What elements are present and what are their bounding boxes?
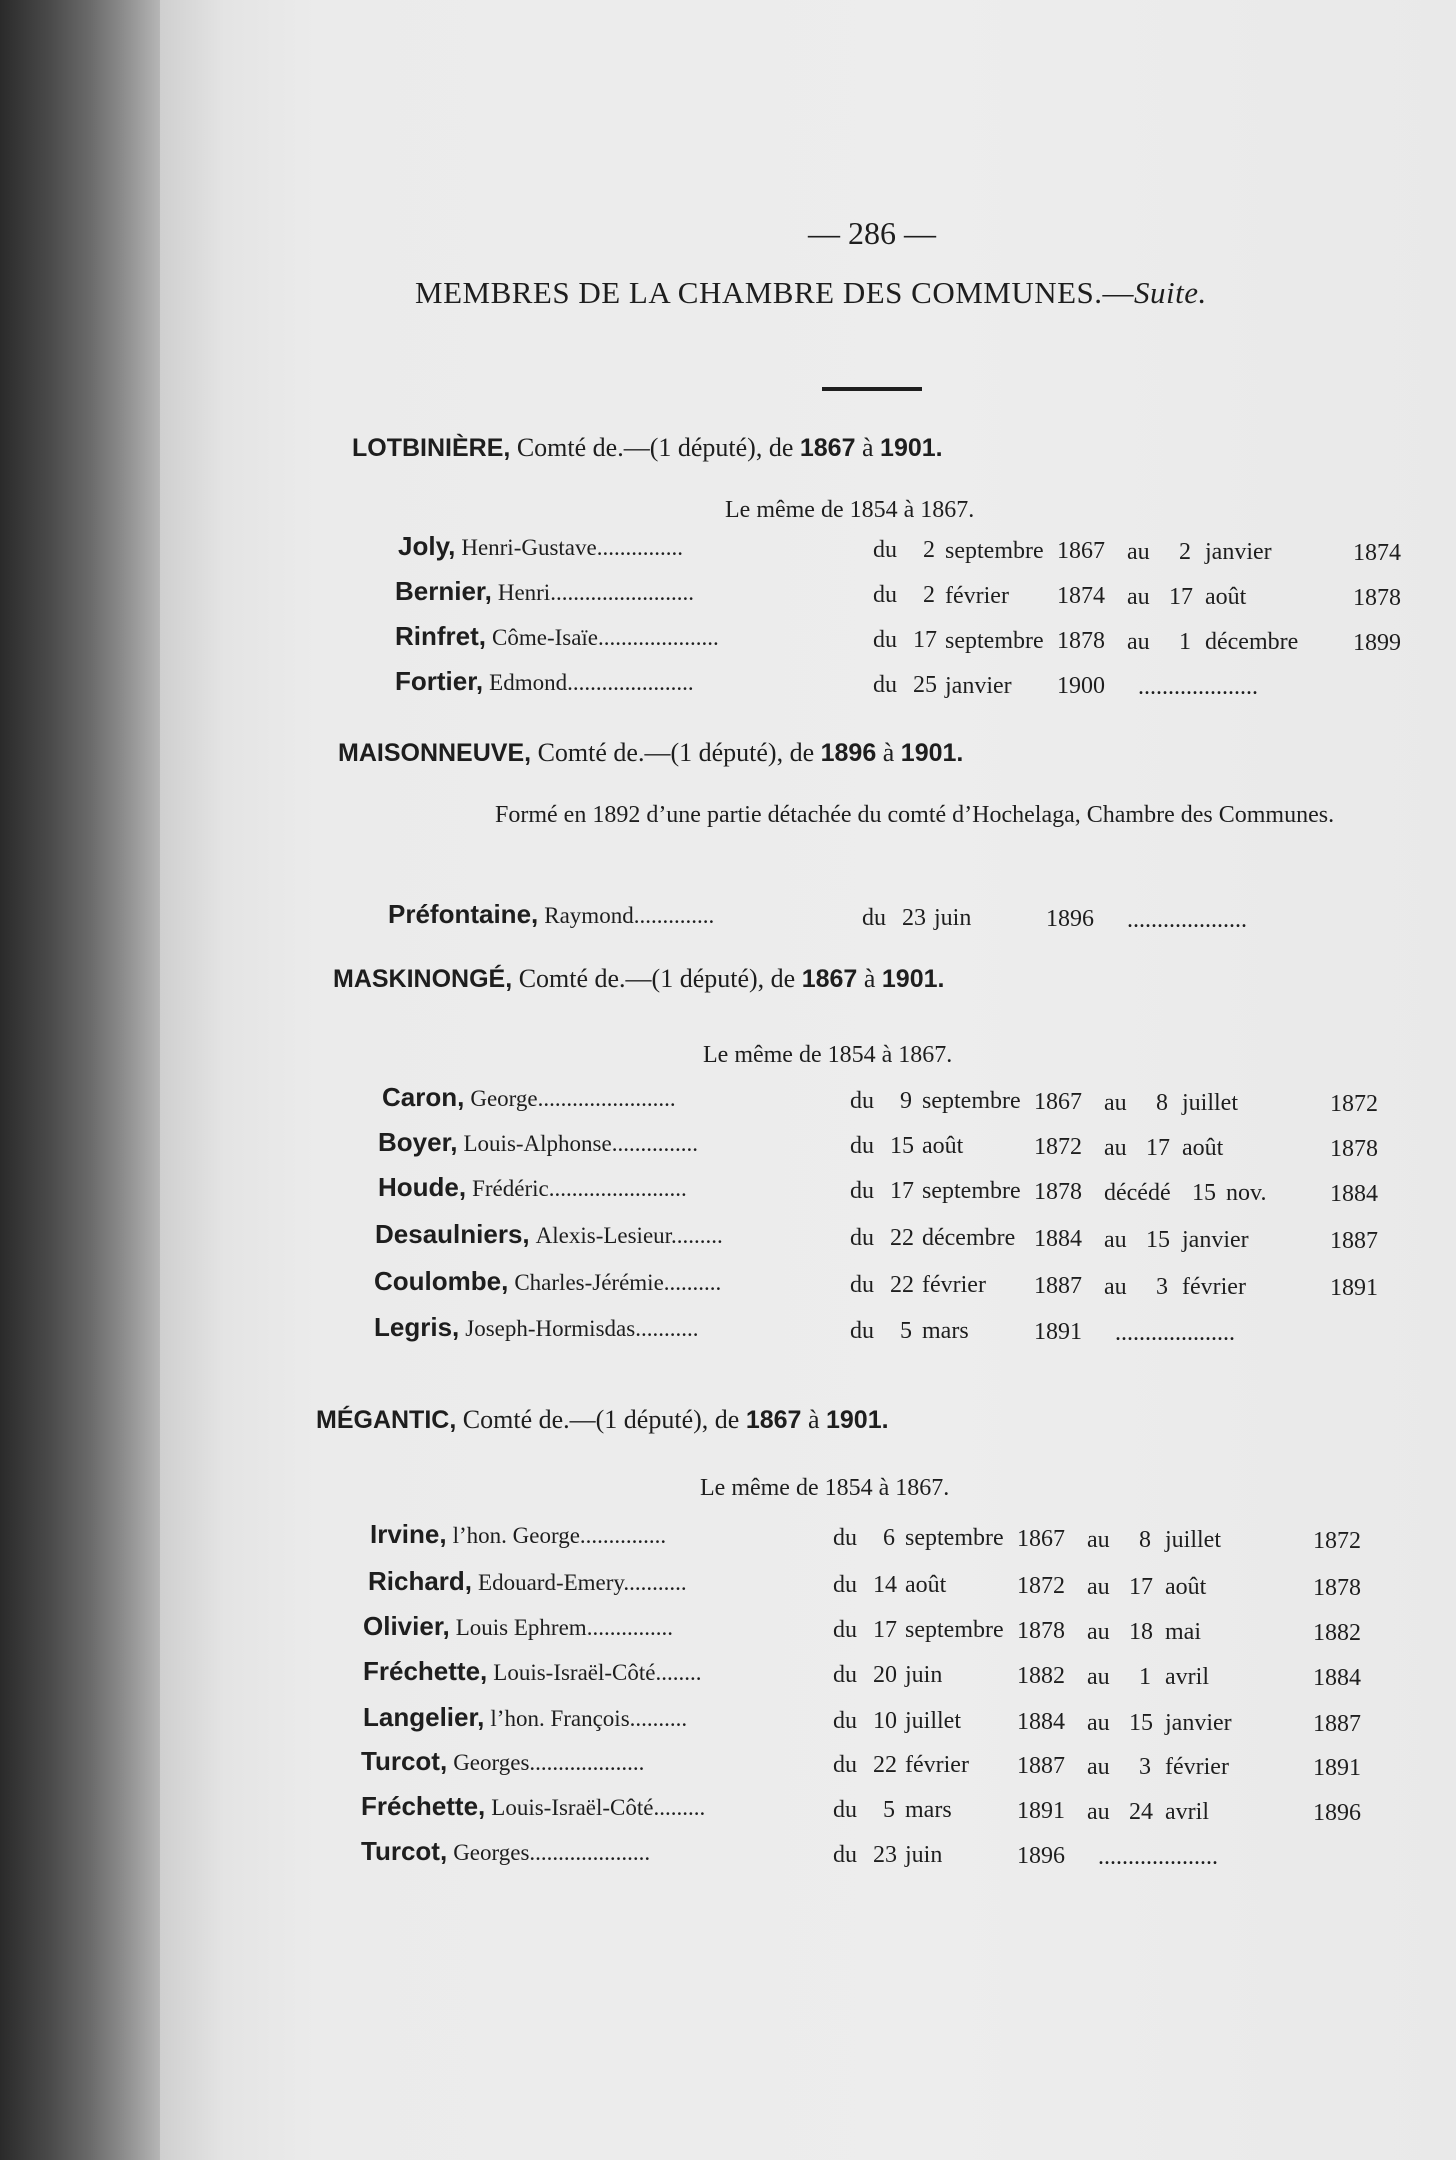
member-name — [395, 576, 694, 607]
county-to-year: 1901. — [825, 1406, 889, 1434]
member-surname: Préfontaine, — [388, 899, 539, 929]
start-year: 1878 — [1034, 1179, 1082, 1206]
term-end-word: au — [1087, 1618, 1110, 1645]
term-end-word: au — [1127, 538, 1150, 565]
start-month: septembre — [922, 1178, 1021, 1205]
member-name — [398, 531, 683, 562]
start-day: 25 — [913, 672, 937, 699]
start-month: janvier — [945, 672, 1012, 699]
member-given-name: Joseph-Hormisdas — [465, 1316, 636, 1341]
end-month: janvier — [1205, 539, 1272, 566]
trailing-leader: .................... — [1098, 1843, 1218, 1870]
dot-leader: .................... — [529, 1750, 645, 1775]
county-subnote: Le même de 1854 à 1867. — [725, 497, 975, 523]
member-surname: Coulombe, — [374, 1266, 509, 1296]
dot-leader: .......... — [663, 1270, 722, 1295]
end-year: 1891 — [1330, 1275, 1378, 1302]
end-month: mai — [1165, 1619, 1201, 1646]
start-year: 1887 — [1017, 1753, 1065, 1780]
start-day: 23 — [902, 905, 926, 932]
end-day: 2 — [1179, 539, 1191, 566]
end-year: 1884 — [1330, 1181, 1378, 1208]
start-year: 1891 — [1017, 1798, 1065, 1825]
county-from-year: 1867 — [745, 1406, 802, 1434]
member-surname: Houde, — [378, 1172, 467, 1202]
start-day: 17 — [890, 1178, 914, 1205]
member-given-name: Georges — [453, 1840, 530, 1865]
member-given-name: Edouard-Emery — [478, 1570, 624, 1595]
dot-leader: ........................ — [537, 1086, 676, 1111]
county-name: MAISONNEUVE, — [338, 739, 532, 767]
term-du: du — [873, 537, 897, 563]
start-year: 1874 — [1057, 583, 1105, 610]
end-year: 1874 — [1353, 540, 1401, 567]
start-day: 22 — [890, 1225, 914, 1252]
end-month: août — [1205, 584, 1247, 611]
end-day: 8 — [1139, 1527, 1151, 1554]
member-name — [374, 1312, 698, 1343]
county-header — [316, 1405, 889, 1435]
start-day: 23 — [873, 1842, 897, 1869]
member-surname: Richard, — [368, 1566, 473, 1596]
term-du: du — [833, 1617, 857, 1643]
end-day: 15 — [1129, 1709, 1153, 1736]
start-month: mars — [922, 1318, 969, 1345]
end-day: 15 — [1146, 1226, 1170, 1253]
member-name — [361, 1746, 644, 1777]
start-year: 1884 — [1017, 1709, 1065, 1736]
term-du: du — [873, 672, 897, 698]
member-given-name: Edmond — [489, 670, 568, 695]
start-month: août — [905, 1572, 947, 1599]
start-day: 15 — [890, 1133, 914, 1160]
member-name — [378, 1127, 698, 1158]
end-day: 17 — [1169, 584, 1193, 611]
start-month: septembre — [945, 537, 1044, 564]
county-a: à — [863, 964, 876, 993]
term-end-word: au — [1104, 1273, 1127, 1300]
end-day: 3 — [1139, 1754, 1151, 1781]
book-page — [160, 0, 1456, 2160]
end-year: 1887 — [1330, 1228, 1378, 1255]
member-name — [361, 1836, 650, 1867]
end-year: 1896 — [1313, 1800, 1361, 1827]
end-year: 1878 — [1353, 585, 1401, 612]
start-day: 5 — [883, 1797, 895, 1824]
term-du: du — [833, 1572, 857, 1598]
county-desc: Comté de.—(1 député), de — [462, 1405, 740, 1434]
start-day: 22 — [890, 1272, 914, 1299]
start-year: 1878 — [1057, 628, 1105, 655]
end-year: 1899 — [1353, 630, 1401, 657]
start-year: 1882 — [1017, 1663, 1065, 1690]
term-end-word: au — [1104, 1226, 1127, 1253]
county-a: à — [807, 1405, 820, 1434]
dot-leader: ........ — [655, 1660, 702, 1685]
dot-leader: ..................... — [529, 1840, 651, 1865]
start-month: juin — [905, 1842, 943, 1869]
term-end-word: au — [1127, 628, 1150, 655]
county-a: à — [862, 433, 874, 462]
end-month: août — [1182, 1135, 1224, 1162]
member-given-name: Frédéric — [472, 1176, 549, 1201]
member-surname: Boyer, — [378, 1127, 458, 1157]
member-given-name: l’hon. François — [490, 1706, 630, 1731]
member-given-name: Louis-Israël-Côté — [493, 1660, 656, 1685]
end-month: avril — [1165, 1664, 1209, 1691]
member-name — [374, 1266, 721, 1297]
term-end-word: au — [1087, 1798, 1110, 1825]
start-year: 1896 — [1046, 906, 1094, 933]
end-day: 17 — [1129, 1573, 1153, 1600]
start-month: septembre — [945, 627, 1044, 654]
end-month: février — [1182, 1274, 1246, 1301]
member-given-name: Georges — [453, 1750, 530, 1775]
county-from-year: 1896 — [820, 739, 877, 767]
start-month: juin — [934, 905, 972, 932]
county-header — [333, 964, 944, 994]
term-end-word: au — [1087, 1709, 1110, 1736]
term-du: du — [862, 905, 886, 931]
end-year: 1891 — [1313, 1755, 1361, 1782]
member-name — [378, 1172, 687, 1203]
start-month: septembre — [905, 1617, 1004, 1644]
end-day: 1 — [1179, 629, 1191, 656]
county-desc: Comté de.—(1 député), de — [518, 964, 796, 993]
term-end-word: au — [1087, 1526, 1110, 1553]
dot-leader: .......... — [629, 1706, 688, 1731]
county-formation-note: Formé en 1892 d’une partie détachée du comté d’Hochelaga, Chambre des Communes. — [495, 802, 1335, 828]
member-surname: Bernier, — [395, 576, 492, 606]
dot-leader: ..................... — [598, 625, 719, 650]
member-surname: Desaulniers, — [375, 1219, 530, 1249]
start-day: 9 — [900, 1088, 912, 1115]
county-header — [352, 433, 943, 463]
end-year: 1872 — [1330, 1091, 1378, 1118]
county-header — [338, 738, 963, 768]
page-title-suite: Suite. — [1134, 275, 1207, 310]
end-day: 17 — [1146, 1134, 1170, 1161]
term-end-word: au — [1087, 1663, 1110, 1690]
member-given-name: Raymond — [544, 903, 634, 928]
trailing-leader: .................... — [1115, 1319, 1235, 1346]
member-given-name: Louis-Alphonse — [463, 1131, 612, 1156]
term-du: du — [850, 1272, 874, 1298]
dot-leader: ............... — [579, 1523, 667, 1548]
member-given-name: Louis Ephrem — [455, 1615, 587, 1640]
county-from-year: 1867 — [801, 965, 858, 993]
end-month: juillet — [1165, 1527, 1221, 1554]
member-name — [395, 666, 694, 697]
term-du: du — [873, 582, 897, 608]
term-du: du — [833, 1797, 857, 1823]
member-name — [370, 1519, 666, 1550]
member-given-name: Côme-Isaïe — [492, 625, 599, 650]
dot-leader: ........................ — [548, 1176, 687, 1201]
member-given-name: l’hon. George — [452, 1523, 580, 1548]
end-day: 24 — [1129, 1798, 1153, 1825]
start-year: 1867 — [1017, 1526, 1065, 1553]
member-given-name: Charles-Jérémie — [514, 1270, 664, 1295]
member-given-name: George — [470, 1086, 538, 1111]
start-day: 2 — [923, 582, 935, 609]
county-desc: Comté de.—(1 député), de — [537, 738, 815, 767]
start-year: 1867 — [1034, 1089, 1082, 1116]
member-given-name: Alexis-Lesieur — [535, 1223, 672, 1248]
page-title — [415, 275, 1207, 311]
start-month: juillet — [905, 1708, 961, 1735]
member-name — [363, 1702, 687, 1733]
start-month: décembre — [922, 1225, 1016, 1252]
end-day: 1 — [1139, 1664, 1151, 1691]
end-month: août — [1165, 1574, 1207, 1601]
term-du: du — [873, 627, 897, 653]
end-day: 3 — [1156, 1274, 1168, 1301]
end-year: 1878 — [1330, 1136, 1378, 1163]
county-name: LOTBINIÈRE, — [352, 434, 511, 462]
start-year: 1872 — [1034, 1134, 1082, 1161]
end-year: 1882 — [1313, 1620, 1361, 1647]
member-surname: Olivier, — [363, 1611, 450, 1641]
dot-leader: ............... — [611, 1131, 698, 1156]
start-year: 1872 — [1017, 1573, 1065, 1600]
member-name — [388, 899, 714, 930]
start-month: février — [945, 582, 1009, 609]
start-month: juin — [905, 1662, 943, 1689]
county-a: à — [882, 738, 895, 767]
term-end-word: au — [1087, 1573, 1110, 1600]
term-end-word: décédé — [1104, 1179, 1171, 1206]
member-given-name: Louis-Israël-Côté — [491, 1795, 654, 1820]
member-surname: Legris, — [374, 1312, 460, 1342]
term-du: du — [833, 1662, 857, 1688]
start-month: septembre — [905, 1525, 1004, 1552]
member-surname: Fortier, — [395, 666, 484, 696]
term-du: du — [833, 1708, 857, 1734]
member-name — [375, 1219, 723, 1250]
member-surname: Turcot, — [361, 1836, 448, 1866]
dot-leader: ......................... — [550, 580, 694, 605]
county-name: MASKINONGÉ, — [333, 965, 513, 993]
trailing-leader: .................... — [1127, 906, 1247, 933]
title-rule — [822, 387, 922, 391]
end-year: 1887 — [1313, 1711, 1361, 1738]
end-month: janvier — [1165, 1710, 1232, 1737]
trailing-leader: .................... — [1138, 673, 1258, 700]
start-year: 1887 — [1034, 1273, 1082, 1300]
start-month: août — [922, 1133, 964, 1160]
term-du: du — [850, 1133, 874, 1159]
county-to-year: 1901. — [900, 739, 964, 767]
end-year: 1884 — [1313, 1665, 1361, 1692]
start-day: 22 — [873, 1752, 897, 1779]
county-from-year: 1867 — [799, 434, 856, 462]
start-day: 10 — [873, 1708, 897, 1735]
member-name — [363, 1611, 673, 1642]
dot-leader: .............. — [633, 903, 715, 928]
member-surname: Langelier, — [363, 1702, 485, 1732]
start-year: 1900 — [1057, 673, 1105, 700]
dot-leader: ......... — [671, 1223, 723, 1248]
term-du: du — [833, 1752, 857, 1778]
dot-leader: ........... — [623, 1570, 687, 1595]
term-end-word: au — [1127, 583, 1150, 610]
member-surname: Joly, — [398, 531, 456, 561]
term-du: du — [850, 1318, 874, 1344]
member-surname: Fréchette, — [363, 1656, 488, 1686]
dot-leader: ........... — [635, 1316, 699, 1341]
member-given-name: Henri — [497, 580, 551, 605]
start-year: 1891 — [1034, 1319, 1082, 1346]
term-du: du — [850, 1178, 874, 1204]
end-year: 1872 — [1313, 1528, 1361, 1555]
member-surname: Turcot, — [361, 1746, 448, 1776]
term-du: du — [850, 1088, 874, 1114]
start-month: mars — [905, 1797, 952, 1824]
term-du: du — [833, 1525, 857, 1551]
start-day: 17 — [913, 627, 937, 654]
start-month: février — [905, 1752, 969, 1779]
member-name — [363, 1656, 702, 1687]
start-day: 17 — [873, 1617, 897, 1644]
member-surname: Caron, — [382, 1082, 465, 1112]
member-given-name: Henri-Gustave — [461, 535, 597, 560]
member-surname: Rinfret, — [395, 621, 486, 651]
dot-leader: ............... — [596, 535, 683, 560]
dot-leader: ............... — [586, 1615, 673, 1640]
term-end-word: au — [1104, 1089, 1127, 1116]
member-name — [382, 1082, 676, 1113]
end-month: avril — [1165, 1799, 1209, 1826]
county-subnote: Le même de 1854 à 1867. — [703, 1042, 953, 1068]
end-day: 18 — [1129, 1618, 1153, 1645]
start-year: 1896 — [1017, 1843, 1065, 1870]
end-day: 8 — [1156, 1090, 1168, 1117]
start-month: février — [922, 1272, 986, 1299]
member-surname: Irvine, — [370, 1519, 447, 1549]
start-year: 1878 — [1017, 1618, 1065, 1645]
term-du: du — [850, 1225, 874, 1251]
end-year: 1878 — [1313, 1575, 1361, 1602]
member-surname: Fréchette, — [361, 1791, 486, 1821]
end-day: 15 — [1192, 1180, 1216, 1207]
county-to-year: 1901. — [880, 434, 943, 462]
start-day: 5 — [900, 1318, 912, 1345]
start-day: 20 — [873, 1662, 897, 1689]
term-end-word: au — [1087, 1753, 1110, 1780]
end-month: juillet — [1182, 1090, 1238, 1117]
member-name — [361, 1791, 705, 1822]
term-end-word: au — [1104, 1134, 1127, 1161]
page-title-text: MEMBRES DE LA CHAMBRE DES COMMUNES.— — [415, 275, 1135, 310]
end-month: nov. — [1226, 1180, 1267, 1207]
member-name — [368, 1566, 687, 1597]
term-du: du — [833, 1842, 857, 1868]
dot-leader: ......... — [653, 1795, 706, 1820]
start-day: 6 — [883, 1525, 895, 1552]
county-subnote: Le même de 1854 à 1867. — [700, 1475, 950, 1501]
start-year: 1884 — [1034, 1226, 1082, 1253]
end-month: février — [1165, 1754, 1229, 1781]
member-name — [395, 621, 719, 652]
page-number: — 286 — — [808, 215, 936, 251]
start-year: 1867 — [1057, 538, 1105, 565]
county-desc: Comté de.—(1 député), de — [516, 433, 794, 462]
end-month: décembre — [1205, 629, 1299, 656]
county-name: MÉGANTIC, — [316, 1406, 457, 1434]
start-month: septembre — [922, 1088, 1021, 1115]
end-month: janvier — [1182, 1227, 1249, 1254]
start-day: 2 — [923, 537, 935, 564]
dot-leader: ...................... — [567, 670, 694, 695]
county-to-year: 1901. — [881, 965, 945, 993]
start-day: 14 — [873, 1572, 897, 1599]
